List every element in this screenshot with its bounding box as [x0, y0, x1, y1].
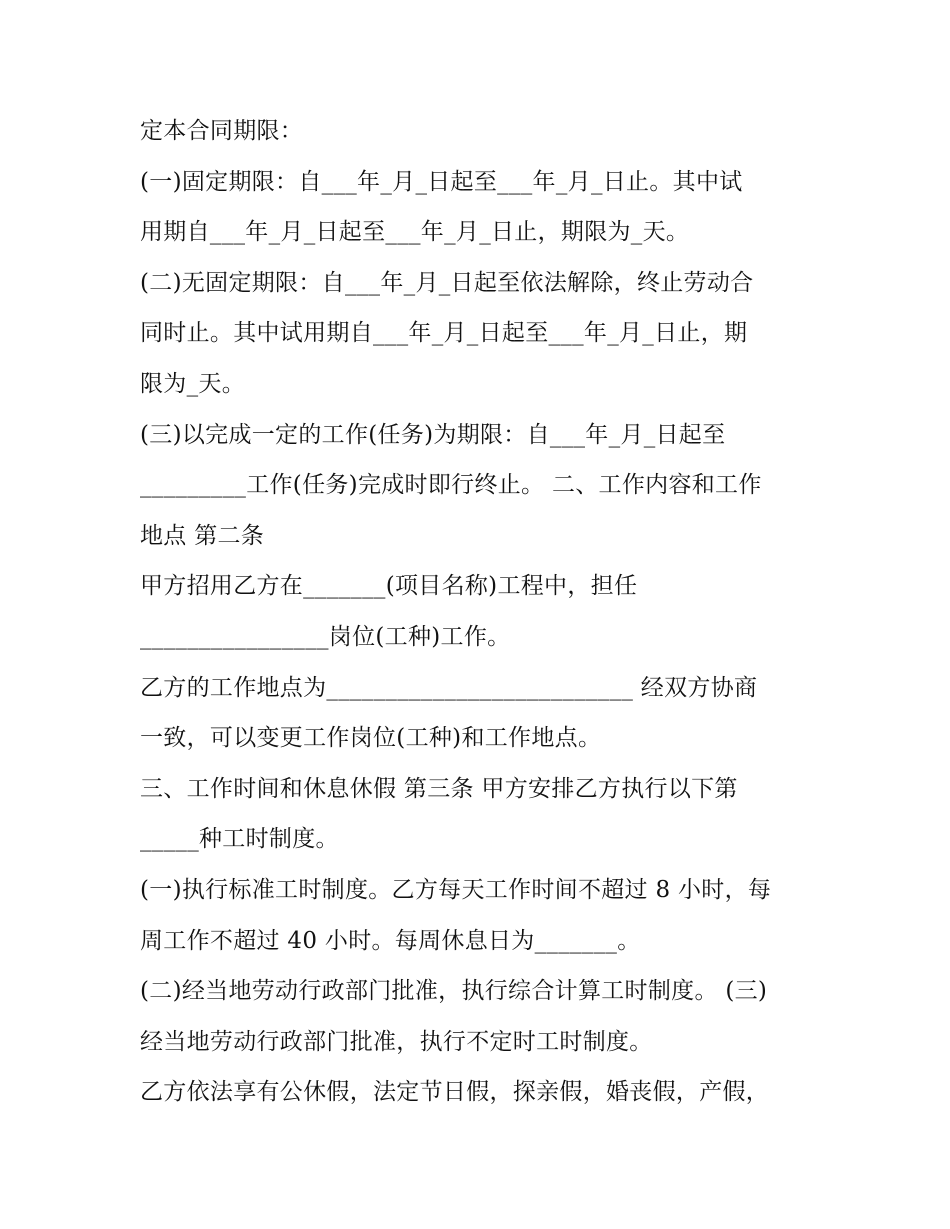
text-line: 一致，可以变更工作岗位(工种)和工作地点。	[140, 725, 602, 752]
text-line: (三)以完成一定的工作(任务)为期限：自___年_月_日起至	[140, 421, 726, 448]
document-body	[140, 106, 840, 1118]
text-line: (一)固定期限：自___年_月_日起至___年_月_日止。其中试	[140, 168, 743, 195]
text-line: 限为_天。	[140, 370, 245, 397]
text-line: 定本合同期限：	[140, 118, 304, 144]
text-line: 地点 第二条	[140, 522, 265, 549]
text-line: 周工作不超过 40 小时。每周休息日为_______。	[140, 927, 641, 954]
text-line: 用期自___年_月_日起至___年_月_日止，期限为_天。	[140, 219, 690, 246]
text-line: _________工作(任务)完成时即行终止。 二、工作内容和工作	[140, 472, 762, 499]
text-line: _____种工时制度。	[140, 826, 339, 853]
text-line: 乙方依法享有公休假，法定节日假，探亲假，婚丧假，产假，	[140, 1079, 770, 1106]
text-line: 三、工作时间和休息休假 第三条 甲方安排乙方执行以下第	[140, 775, 738, 802]
text-line: 乙方的工作地点为__________________________ 经双方协商	[140, 674, 758, 701]
text-line: (二)无固定期限：自___年_月_日起至依法解除，终止劳动合	[140, 269, 754, 296]
text-line: ________________岗位(工种)工作。	[140, 623, 511, 650]
text-line: 甲方招用乙方在_______(项目名称)工程中，担任	[140, 573, 638, 600]
text-line: 经当地劳动行政部门批准，执行不定时工时制度。	[140, 1028, 653, 1055]
text-line: 同时止。其中试用期自___年_月_日起至___年_月_日止，期	[140, 320, 748, 347]
text-line: (一)执行标准工时制度。乙方每天工作时间不超过 8 小时，每	[140, 876, 772, 903]
text-line: (二)经当地劳动行政部门批准，执行综合计算工时制度。 (三)	[140, 978, 768, 1005]
